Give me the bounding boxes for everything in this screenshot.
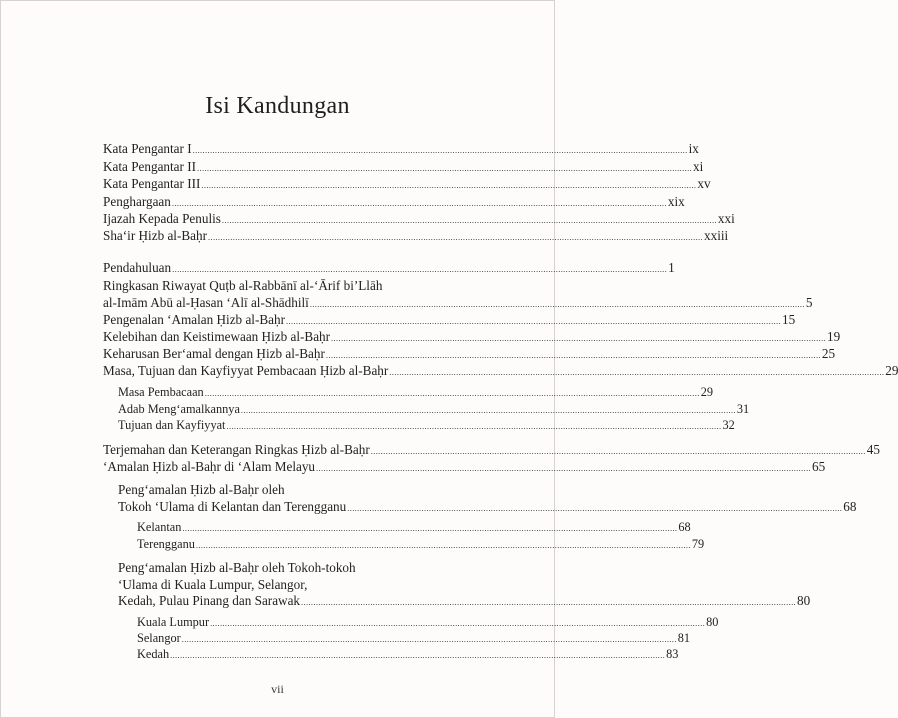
toc-entry-page: 15 [782, 312, 796, 327]
toc-entry-label: Sha‘ir Ḥizb al-Baḥr [103, 228, 207, 243]
toc-entry-page: 19 [827, 329, 841, 344]
toc-entry-label: Kelantan [137, 520, 182, 534]
toc-entry-label: Selangor [137, 631, 181, 645]
leader-dots: ........................................................................................................................................................................................................ [208, 232, 703, 242]
leader-dots: ........................................................................................................................................................................................................ [172, 264, 668, 274]
leader-dots: ........................................................................................................................................................................................................ [226, 421, 722, 431]
toc-entry[interactable] [118, 592, 811, 609]
toc-entry[interactable] [103, 175, 711, 192]
toc-entry-label: Pendahuluan [103, 260, 172, 275]
toc-subentry[interactable] [137, 536, 705, 553]
toc-entry-label: Ijazah Kepada Penulis [103, 211, 221, 226]
leader-dots: ........................................................................................................................................................................................................ [301, 597, 797, 607]
leader-dots: ........................................................................................................................................................................................................ [240, 405, 736, 415]
toc-entry[interactable] [103, 259, 675, 276]
toc-entry-page: xxiii [704, 228, 729, 243]
toc-entry-label: Keharusan Ber‘amal dengan Ḥizb al-Baḥr [103, 346, 325, 361]
toc-entry-page: 65 [812, 459, 826, 474]
toc-entry-label: al-Imām Abū al-Ḥasan ‘Alī al-Shādhilī [103, 295, 309, 310]
leader-dots: ........................................................................................................................................................................................................ [309, 299, 805, 309]
toc-subentry[interactable] [137, 519, 691, 536]
toc-entry-label: Pengenalan ‘Amalan Ḥizb al-Baḥr [103, 312, 285, 327]
toc-entry-page: 29 [885, 363, 898, 378]
toc-entry-label: Terengganu [137, 537, 195, 551]
toc-entry-page: 32 [722, 418, 735, 432]
toc-entry[interactable] [118, 498, 857, 515]
toc-entry-label: Kata Pengantar II [103, 159, 197, 174]
leader-dots: ........................................................................................................................................................................................................ [316, 463, 812, 473]
leader-dots: ........................................................................................................................................................................................................ [204, 388, 700, 398]
toc-entry-label: Tujuan dan Kayfiyyat [118, 418, 226, 432]
toc-entry-page: ix [688, 141, 699, 156]
leader-dots: ........................................................................................................................................................................................................ [170, 650, 666, 660]
leader-dots: ........................................................................................................................................................................................................ [195, 540, 691, 550]
leader-dots: ........................................................................................................................................................................................................ [389, 367, 885, 377]
toc-entry-page: 45 [866, 442, 880, 457]
leader-dots: ........................................................................................................................................................................................................ [286, 316, 781, 326]
leader-dots: ........................................................................................................................................................................................................ [331, 333, 827, 343]
leader-dots: ........................................................................................................................................................................................................ [370, 446, 866, 456]
toc-entry-label: ‘Amalan Ḥizb al-Baḥr di ‘Alam Melayu [103, 459, 316, 474]
leader-dots: ........................................................................................................................................................................................................ [325, 350, 821, 360]
toc-entry-page: 81 [677, 631, 691, 645]
toc-entry[interactable] [103, 441, 880, 458]
toc-entry-page: 29 [700, 385, 713, 399]
toc-entry-label: Penghargaan [103, 194, 171, 209]
toc-entry[interactable] [103, 345, 836, 362]
toc-entry-label-line[interactable]: Peng‘amalan Ḥizb al-Baḥr oleh [118, 482, 285, 497]
toc-entry-label: Terjemahan dan Keterangan Ringkas Ḥizb al-Baḥr [103, 442, 370, 457]
toc-subentry[interactable] [137, 646, 679, 663]
toc-entry[interactable] [103, 210, 735, 227]
toc-entry[interactable] [103, 140, 699, 157]
leader-dots: ........................................................................................................................................................................................................ [182, 523, 678, 533]
leader-dots: ........................................................................................................................................................................................................ [347, 503, 843, 513]
toc-entry-page: 1 [668, 260, 675, 275]
toc-subentry[interactable] [118, 401, 750, 418]
toc-entry-label: Kedah [137, 647, 170, 661]
toc-entry-page: 80 [797, 593, 811, 608]
toc-entry[interactable] [103, 294, 813, 311]
toc-subentry[interactable] [118, 384, 713, 401]
toc-entry[interactable] [103, 362, 898, 379]
leader-dots: ........................................................................................................................................................................................................ [201, 180, 697, 190]
toc-entry[interactable] [103, 193, 685, 210]
leader-dots: ........................................................................................................................................................................................................ [210, 618, 706, 628]
toc-entry[interactable] [103, 328, 841, 345]
toc-entry-label: Kuala Lumpur [137, 615, 210, 629]
toc-entry-page: xix [667, 194, 685, 209]
toc-entry-page: xxi [717, 211, 735, 226]
toc-entry-label: Kata Pengantar I [103, 141, 192, 156]
toc-entry-label: Masa, Tujuan dan Kayfiyyat Pembacaan Ḥizb al-Baḥr [103, 363, 389, 378]
toc-subentry[interactable] [118, 417, 735, 434]
toc-entry-page: 5 [805, 295, 813, 310]
leader-dots: ........................................................................................................................................................................................................ [192, 145, 688, 155]
toc-entry-label: Kelebihan dan Keistimewaan Ḥizb al-Baḥr [103, 329, 331, 344]
leader-dots: ........................................................................................................................................................................................................ [171, 198, 667, 208]
toc-entry[interactable] [103, 158, 704, 175]
toc-entry-label-line[interactable]: Ringkasan Riwayat Quṭb al-Rabbānī al-‘Ārif bi’Llāh [103, 278, 383, 293]
toc-entry-page: xi [693, 159, 704, 174]
toc-entry-label: Kedah, Pulau Pinang dan Sarawak [118, 593, 301, 608]
toc-entry-label-line[interactable]: Peng‘amalan Ḥizb al-Baḥr oleh Tokoh-tokoh [118, 560, 356, 575]
toc-entry[interactable] [103, 227, 729, 244]
toc-entry-page: 68 [678, 520, 691, 534]
toc-entry-page: 31 [736, 402, 750, 416]
toc-entry[interactable] [103, 311, 796, 328]
leader-dots: ........................................................................................................................................................................................................ [221, 215, 717, 225]
page-number: vii [271, 682, 284, 696]
toc-entry-page: xv [697, 176, 711, 191]
toc-entry-label: Tokoh ‘Ulama di Kelantan dan Terengganu [118, 499, 347, 514]
toc-entry-page: 79 [691, 537, 705, 551]
toc-entry[interactable] [103, 458, 826, 475]
toc-subentry[interactable] [137, 614, 719, 631]
toc-entry-page: 80 [706, 615, 719, 629]
toc-entry-page: 68 [843, 499, 857, 514]
toc-entry-label: Kata Pengantar III [103, 176, 201, 191]
toc-entry-label-line[interactable]: ‘Ulama di Kuala Lumpur, Selangor, [118, 577, 308, 592]
page-title: Isi Kandungan [205, 93, 350, 119]
toc-entry-page: 83 [666, 647, 679, 661]
toc-entry-page: 25 [821, 346, 836, 361]
toc-subentry[interactable] [137, 630, 691, 647]
leader-dots: ........................................................................................................................................................................................................ [181, 634, 677, 644]
toc-entry-label: Masa Pembacaan [118, 385, 204, 399]
toc-entry-label: Adab Meng‘amalkannya [118, 402, 240, 416]
leader-dots: ........................................................................................................................................................................................................ [197, 163, 693, 173]
